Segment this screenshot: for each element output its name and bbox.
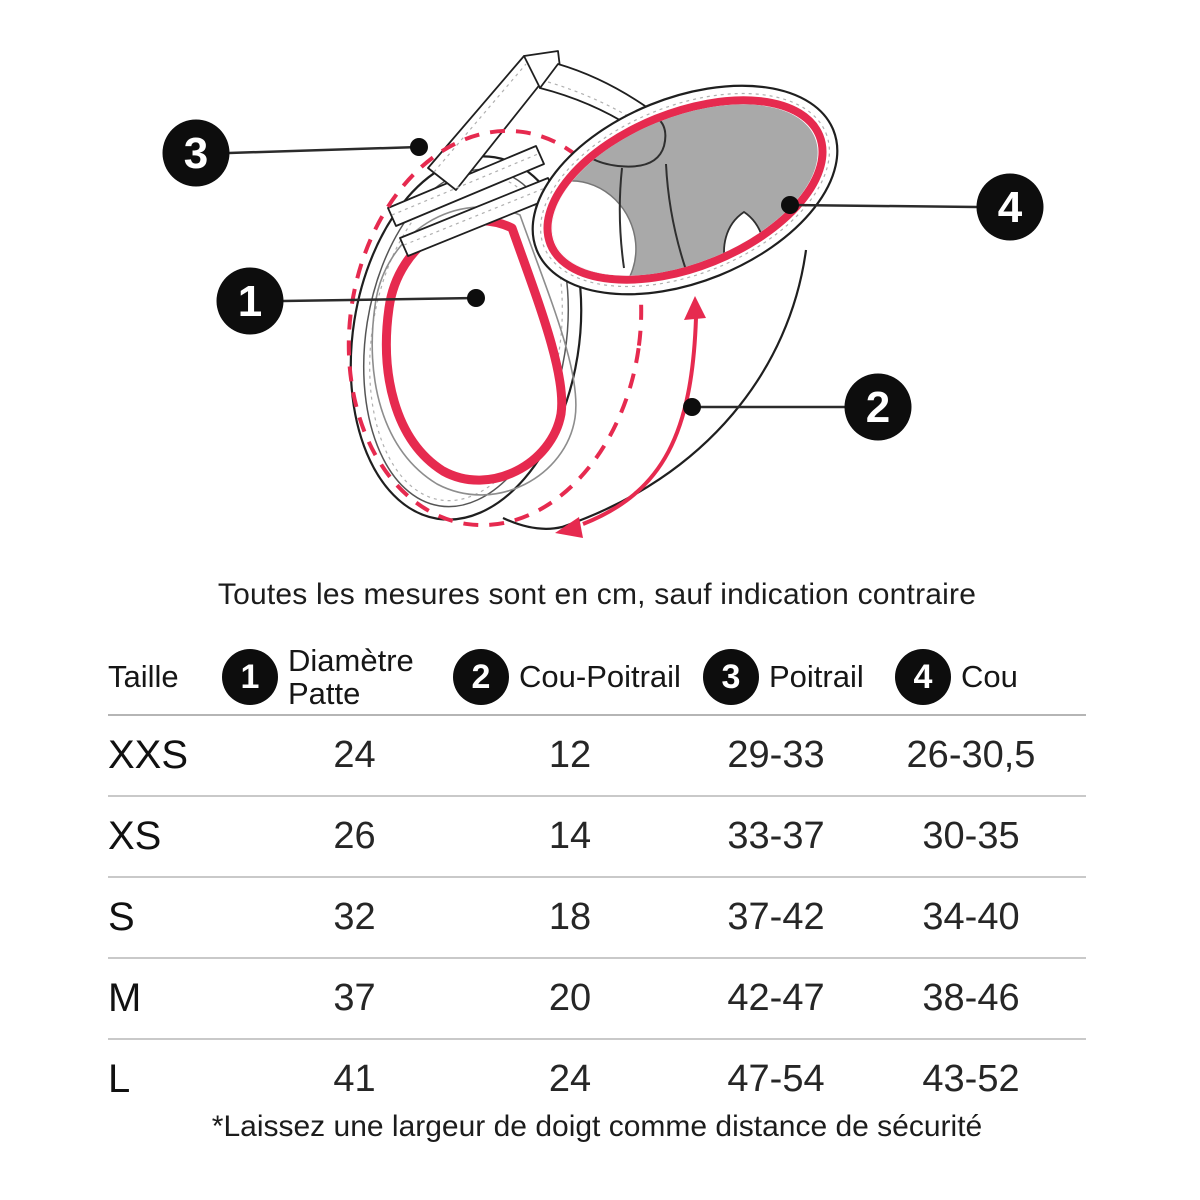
- size-label: S: [108, 895, 135, 939]
- value-cell: 24: [333, 734, 376, 776]
- value-cell: 37: [333, 977, 376, 1019]
- column-header-cou: [895, 649, 1086, 705]
- table-row: [108, 878, 1086, 959]
- value-cell: 29-33: [727, 734, 825, 776]
- column-header-diametre-patte: [222, 644, 462, 711]
- column-header-taille: Taille: [108, 659, 179, 694]
- size-label: XXS: [108, 733, 189, 777]
- callout-1-number: 1: [237, 277, 263, 326]
- callout-3-dot: [410, 138, 428, 156]
- value-cell: 20: [548, 977, 592, 1019]
- callout-3-line: [229, 147, 419, 153]
- value-cell: 14: [548, 815, 592, 857]
- header-badge-4: 4: [895, 649, 951, 705]
- header-label-3: Poitrail: [769, 659, 864, 695]
- callout-2-number: 2: [865, 383, 891, 432]
- callout-4-dot: [781, 196, 799, 214]
- value-cell: 34-40: [922, 896, 1020, 938]
- header-label-1: Diamètre Patte: [288, 642, 414, 711]
- harness-illustration: [0, 0, 1200, 560]
- column-header-poitrail: [703, 649, 874, 705]
- value-cell: 30-35: [922, 815, 1020, 857]
- size-label: XS: [108, 814, 162, 858]
- value-cell: 33-37: [727, 815, 825, 857]
- size-table: [108, 640, 1086, 1119]
- header-label-2: Cou-Poitrail: [519, 659, 681, 695]
- size-label: L: [108, 1057, 131, 1101]
- header-badge-1: 1: [222, 649, 278, 705]
- value-cell: 41: [333, 1058, 376, 1100]
- header-badge-3: 3: [703, 649, 759, 705]
- table-row: [108, 797, 1086, 878]
- header-label-4: Cou: [961, 659, 1018, 695]
- callout-4-number: 4: [997, 183, 1023, 232]
- size-label: M: [108, 976, 142, 1020]
- table-row: [108, 716, 1086, 797]
- value-cell: 43-52: [922, 1058, 1020, 1100]
- value-cell: 47-54: [727, 1058, 825, 1100]
- callout-1-dot: [467, 289, 485, 307]
- column-header-cou-poitrail: [453, 649, 681, 705]
- value-cell: 26-30,5: [906, 734, 1036, 776]
- table-row: [108, 959, 1086, 1040]
- value-cell: 24: [548, 1058, 592, 1100]
- value-cell: 42-47: [727, 977, 825, 1019]
- table-row: [108, 1040, 1086, 1119]
- callout-2-dot: [683, 398, 701, 416]
- value-cell: 38-46: [922, 977, 1020, 1019]
- table-header-row: [108, 640, 1086, 716]
- value-cell: 12: [548, 734, 592, 776]
- callout-4-line: [790, 205, 977, 207]
- value-cell: 32: [333, 896, 376, 938]
- value-cell: 37-42: [727, 896, 825, 938]
- value-cell: 26: [333, 815, 376, 857]
- safety-footnote: *Laissez une largeur de doigt comme distance de sécurité: [211, 1110, 983, 1143]
- callout-3-number: 3: [183, 129, 209, 178]
- value-cell: 18: [548, 896, 592, 938]
- measurement-note: Toutes les mesures sont en cm, sauf indication contraire: [217, 578, 977, 611]
- header-badge-2: 2: [453, 649, 509, 705]
